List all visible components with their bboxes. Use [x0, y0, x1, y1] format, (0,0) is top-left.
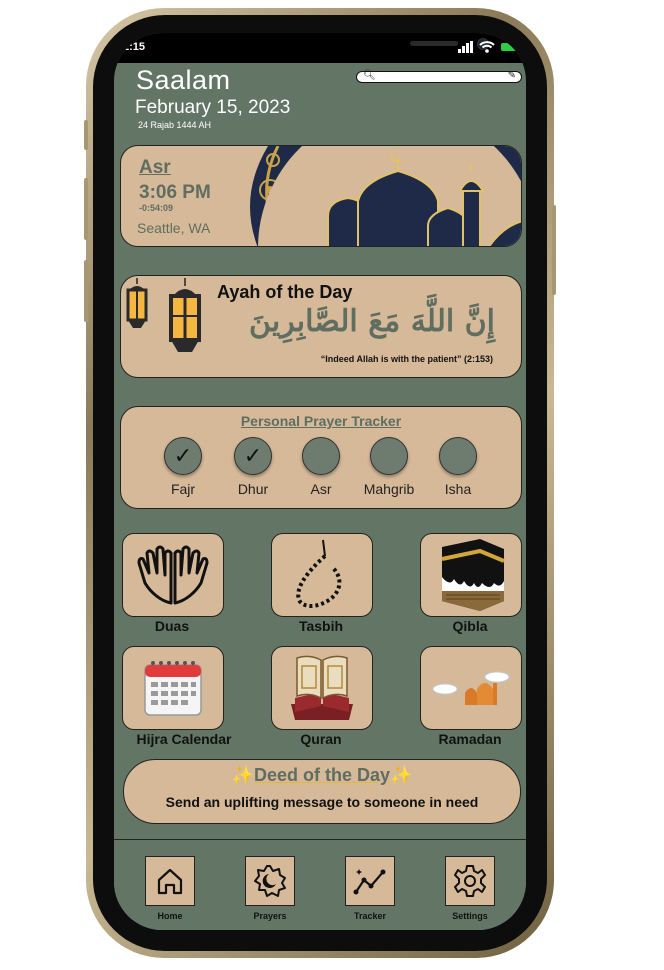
next-prayer-time: 3:06 PM	[139, 182, 211, 203]
search-bar[interactable]	[356, 71, 522, 83]
tracker-chart-icon	[353, 866, 387, 896]
nav-label-home: Home	[157, 911, 183, 921]
deed-title-row	[124, 765, 520, 786]
prayer-toggle-fajr[interactable]	[143, 437, 223, 497]
status-bar	[114, 33, 526, 63]
nav-label-settings: Settings	[452, 911, 488, 921]
prayers-button[interactable]	[245, 856, 295, 906]
tile-label-duas: Duas	[154, 618, 190, 634]
tracker-button[interactable]	[345, 856, 395, 906]
status-time: 2:15	[123, 41, 146, 53]
tile-label-hijra-calendar: Hijra Calendar	[136, 731, 232, 747]
nav-home[interactable]	[135, 856, 205, 921]
crescent-mosque-icon	[431, 655, 511, 721]
nav-prayers[interactable]	[235, 856, 305, 921]
prayer-beads-icon	[287, 538, 357, 612]
gregorian-date: February 15, 2023	[135, 97, 291, 118]
notch	[230, 33, 410, 59]
prayer-countdown: -0:54:09	[139, 203, 174, 213]
ayah-arabic-text: إِنَّ اللَّهَ مَعَ الصَّابِرِينَ	[249, 304, 495, 339]
signal-icon	[458, 41, 473, 53]
hijra-calendar-tile[interactable]	[122, 646, 224, 730]
wifi-icon	[479, 41, 495, 53]
check-icon[interactable]: ✓	[234, 437, 272, 475]
tile-label-qibla: Qibla	[452, 618, 488, 634]
edit-icon[interactable]: ✎	[507, 70, 516, 81]
next-prayer-card[interactable]	[120, 145, 522, 247]
sparkle-icon: ✨	[231, 765, 254, 785]
system-icons	[458, 41, 518, 53]
greeting: Saalam	[136, 65, 231, 95]
prayer-label: Dhur	[237, 481, 269, 497]
kaaba-icon	[432, 537, 510, 613]
tracker-title: Personal Prayer Tracker	[240, 413, 402, 429]
nav-tracker[interactable]	[335, 856, 405, 921]
speaker-grille	[410, 41, 458, 46]
calendar-icon	[143, 659, 203, 717]
tile-label-ramadan: Ramadan	[438, 731, 502, 747]
home-icon	[155, 866, 185, 896]
tasbih-tile[interactable]	[271, 533, 373, 617]
sparkle-icon: ✨	[390, 765, 413, 785]
settings-button[interactable]	[445, 856, 495, 906]
next-prayer-name: Asr	[139, 157, 171, 178]
unchecked-circle[interactable]	[439, 437, 477, 475]
deed-title: Deed of the Day	[253, 765, 391, 785]
ayah-title: Ayah of the Day	[217, 282, 353, 302]
settings-gear-icon	[453, 864, 487, 898]
mosque-illustration	[248, 146, 522, 247]
lantern-icon	[123, 278, 151, 334]
qibla-tile[interactable]	[420, 533, 522, 617]
volume-up-button	[84, 178, 88, 240]
volume-down-button	[84, 260, 88, 322]
quran-icon	[287, 652, 357, 724]
prayer-toggle-isha[interactable]	[418, 437, 498, 497]
lantern-icon	[165, 278, 205, 360]
prayer-toggle-mahgrib[interactable]	[349, 437, 429, 497]
prayer-label: Isha	[444, 481, 472, 497]
check-icon[interactable]: ✓	[164, 437, 202, 475]
prayer-tracker-card	[120, 406, 522, 509]
quran-tile[interactable]	[271, 646, 373, 730]
ayah-card[interactable]	[120, 275, 522, 378]
app-screen	[114, 33, 526, 930]
ayah-translation: “Indeed Allah is with the patient” (2:153)	[320, 354, 493, 364]
tile-label-quran: Quran	[300, 731, 342, 747]
prayer-label: Fajr	[170, 481, 196, 497]
duas-tile[interactable]	[122, 533, 224, 617]
nav-label-tracker: Tracker	[353, 911, 387, 921]
praying-hands-icon	[135, 543, 211, 607]
ramadan-tile[interactable]	[420, 646, 522, 730]
search-icon: 🔍︎	[363, 70, 376, 81]
hijri-date: 24 Rajab 1444 AH	[138, 120, 212, 130]
deed-of-the-day-card[interactable]	[123, 759, 521, 824]
unchecked-circle[interactable]	[302, 437, 340, 475]
prayer-location: Seattle, WA	[137, 220, 211, 236]
tile-label-tasbih: Tasbih	[298, 618, 344, 634]
power-button	[552, 205, 556, 295]
deed-text: Send an uplifting message to someone in need	[165, 794, 479, 810]
prayers-gear-moon-icon	[253, 864, 287, 898]
mute-switch	[84, 120, 88, 150]
nav-settings[interactable]	[435, 856, 505, 921]
prayer-label: Asr	[310, 481, 332, 497]
bottom-nav	[114, 839, 526, 930]
prayer-label: Mahgrib	[363, 481, 415, 497]
nav-label-prayers: Prayers	[253, 911, 287, 921]
unchecked-circle[interactable]	[370, 437, 408, 475]
home-button[interactable]	[145, 856, 195, 906]
battery-icon	[501, 43, 518, 51]
